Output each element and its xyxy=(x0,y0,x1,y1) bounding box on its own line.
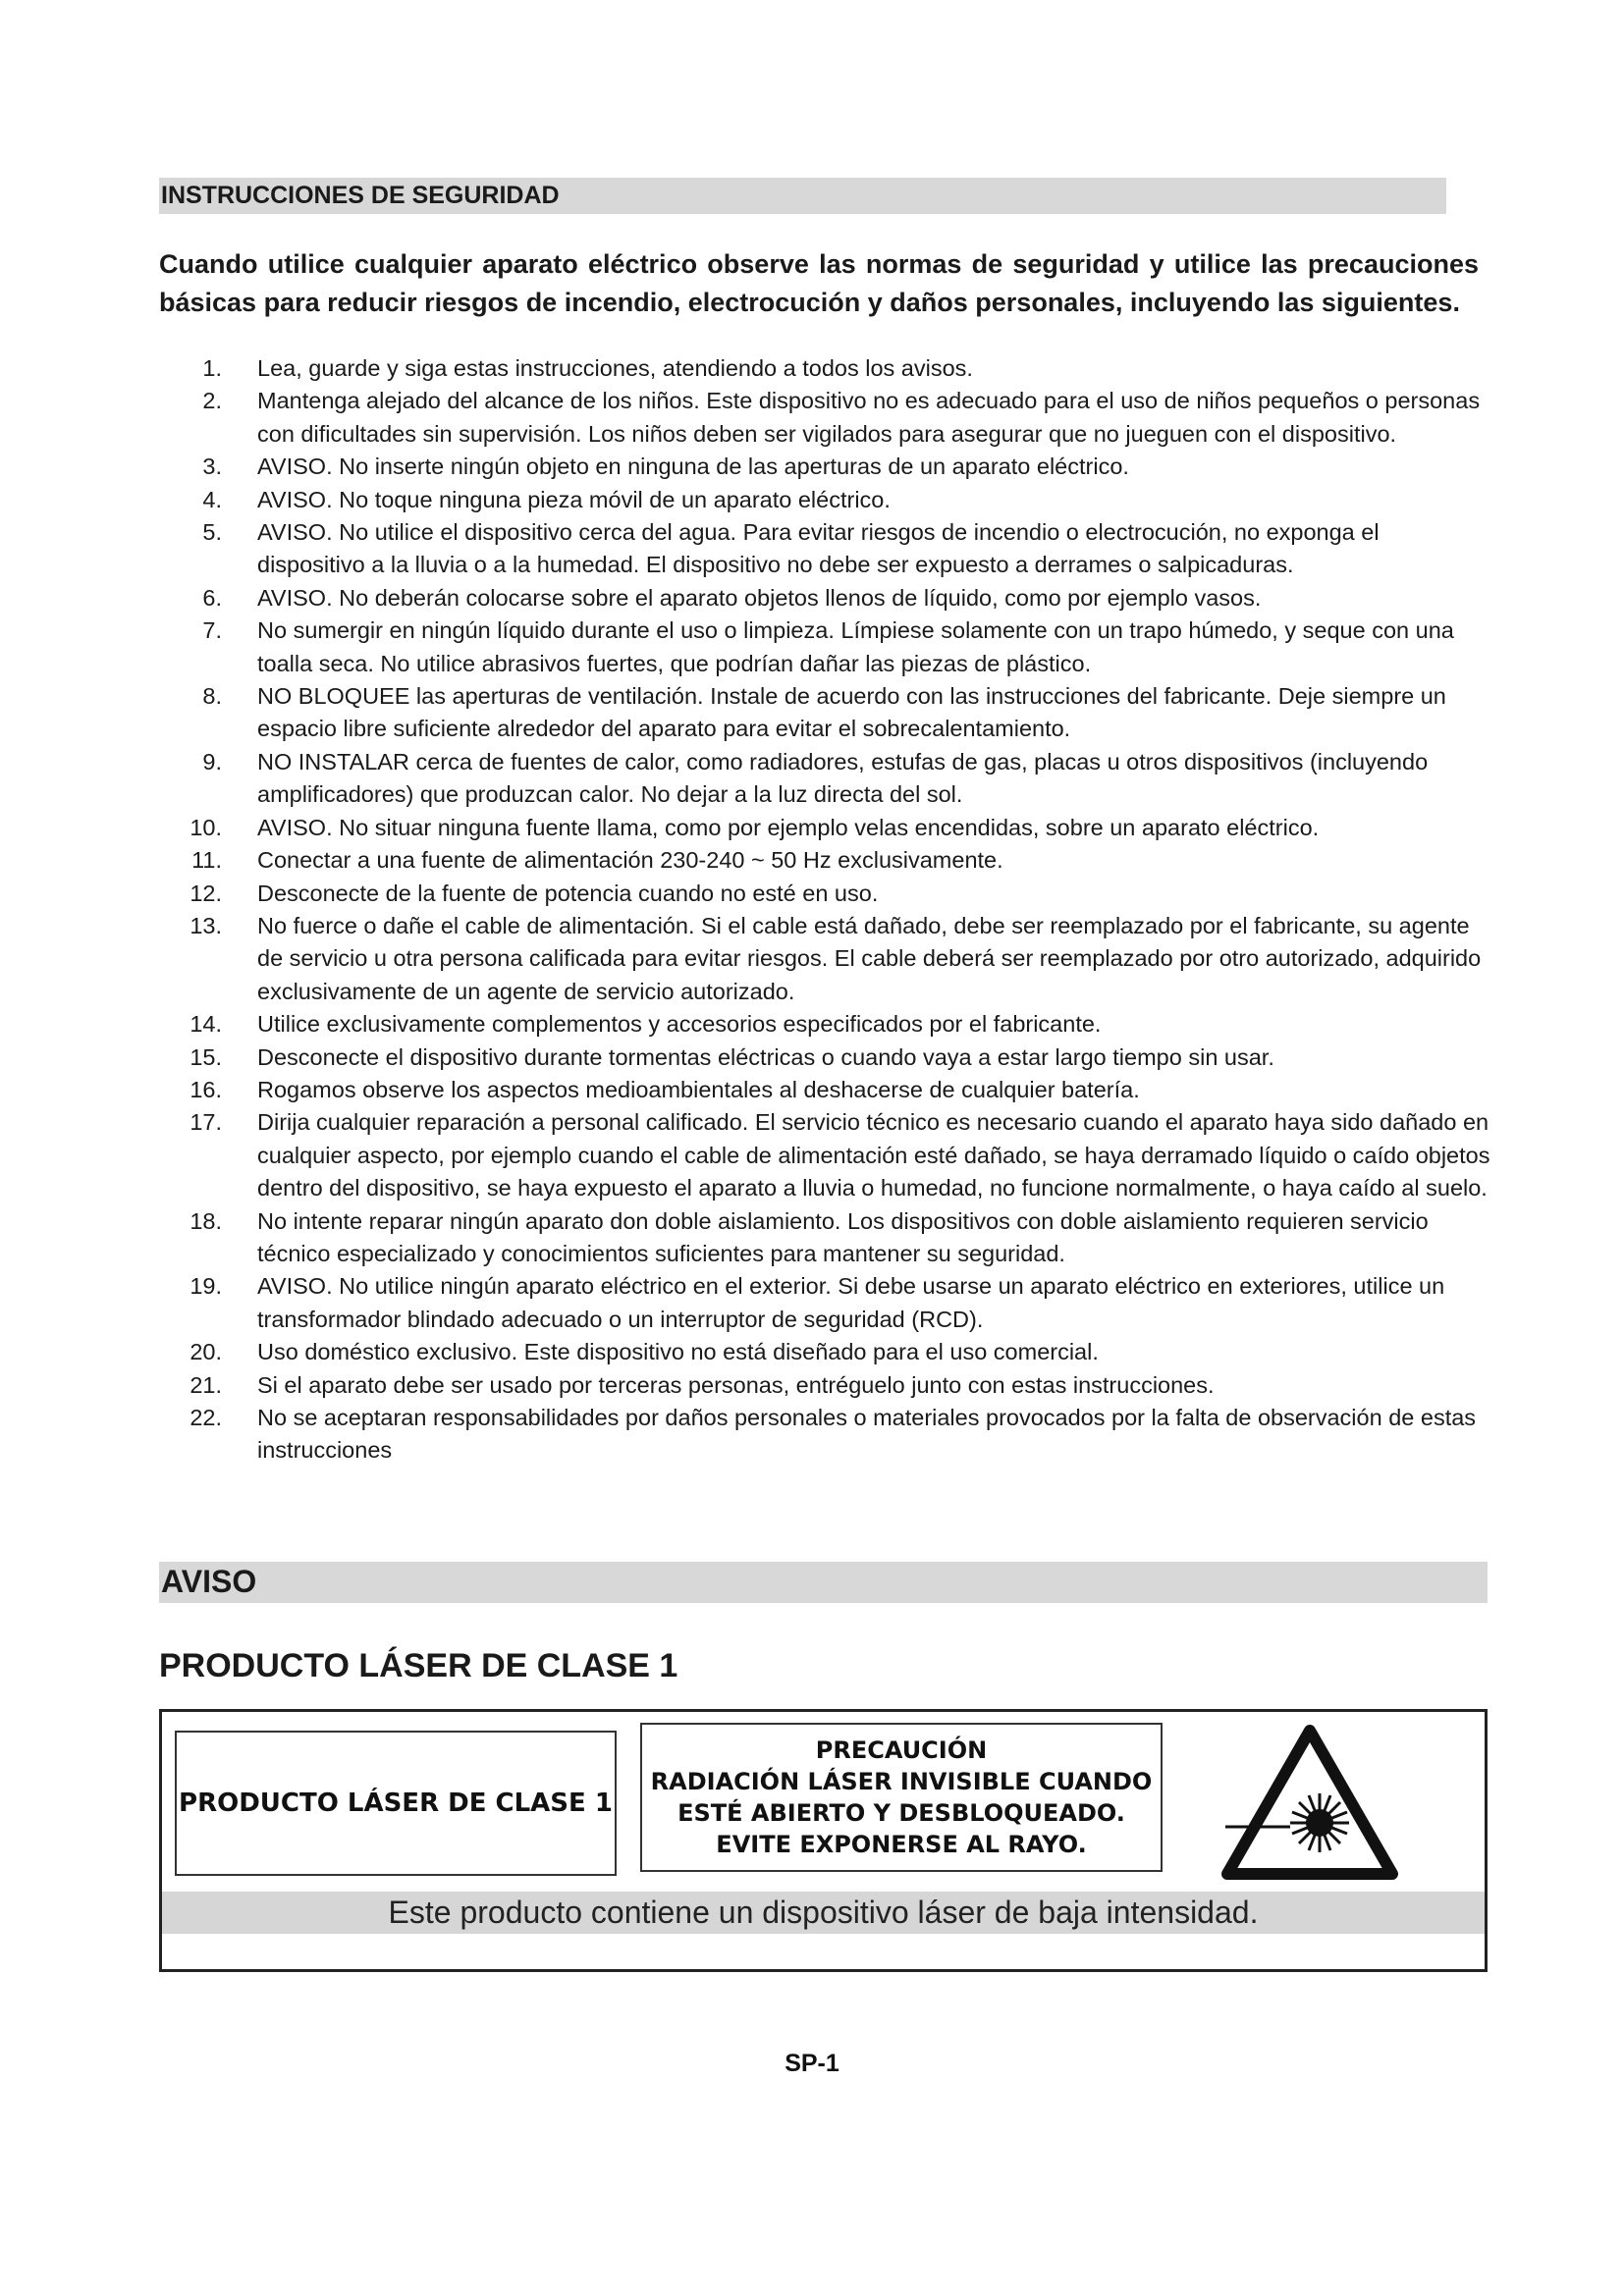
item-number: 13. xyxy=(189,912,222,938)
item-number: 4. xyxy=(202,486,222,512)
laser-class-label xyxy=(175,1731,617,1876)
section-title: AVISO xyxy=(161,1564,257,1599)
list-item xyxy=(187,516,1492,582)
item-text: Mantenga alejado del alcance de los niños. Este dispositivo no es adecuado para el uso de niños pequeños o personas con dificultades sin supervisión. Los niños deben ser vigilados para asegurar que no jueguen con el dispositivo. xyxy=(257,388,1481,447)
item-text: AVISO. No toque ninguna pieza móvil de un aparato eléctrico. xyxy=(257,486,891,512)
list-item xyxy=(187,1008,1492,1041)
list-item xyxy=(187,1074,1492,1106)
caution-line: ESTÉ ABIERTO Y DESBLOQUEADO. xyxy=(677,1799,1125,1827)
list-item xyxy=(187,1041,1492,1074)
item-number: 5. xyxy=(202,519,222,546)
list-item xyxy=(187,746,1492,812)
page-number: SP-1 xyxy=(785,2050,839,2077)
item-text: No se aceptaran responsabilidades por daños personales o materiales provocados por la falta de observación de estas instrucciones xyxy=(257,1405,1477,1464)
safety-instructions-list xyxy=(187,352,1492,1468)
list-item xyxy=(187,812,1492,844)
item-number: 15. xyxy=(189,1043,222,1070)
item-number: 7. xyxy=(202,617,222,644)
item-text: AVISO. No utilice el dispositivo cerca del agua. Para evitar riesgos de incendio o electrocución, no exponga el dispositivo a la lluvia o a la humedad. El dispositivo no debe ser expuesto a derrames o salpicaduras. xyxy=(257,519,1380,578)
list-item xyxy=(187,1402,1492,1468)
item-text: Lea, guarde y siga estas instrucciones, atendiendo a todos los avisos. xyxy=(257,355,973,381)
item-text: NO BLOQUEE las aperturas de ventilación. Instale de acuerdo con las instrucciones del fabricante. Deje siempre un espacio libre suficiente alrededor del aparato para evitar el sobrecalentamiento. xyxy=(257,683,1446,742)
item-number: 12. xyxy=(189,880,222,906)
item-number: 9. xyxy=(202,748,222,774)
item-text: NO INSTALAR cerca de fuentes de calor, como radiadores, estufas de gas, placas u otros dispositivos (incluyendo amplificadores) que produzcan calor. No dejar a la luz directa del sol. xyxy=(257,748,1429,808)
caution-line: RADIACIÓN LÁSER INVISIBLE CUANDO xyxy=(650,1768,1153,1795)
list-item xyxy=(187,451,1492,483)
item-text: Desconecte el dispositivo durante tormentas eléctricas o cuando vaya a estar largo tiempo sin usar. xyxy=(257,1043,1274,1070)
list-item xyxy=(187,1369,1492,1402)
item-text: Utilice exclusivamente complementos y accesorios especificados por el fabricante. xyxy=(257,1011,1102,1038)
item-number: 22. xyxy=(189,1405,222,1430)
list-item xyxy=(187,1336,1492,1368)
list-item xyxy=(187,1205,1492,1271)
item-number: 20. xyxy=(189,1339,222,1365)
item-number: 19. xyxy=(189,1273,222,1300)
item-text: No sumergir en ningún líquido durante el uso o limpieza. Límpiese solamente con un trapo húmedo, y seque con una toalla seca. No utilice abrasivos fuertes, que podrían dañar las piezas de plástico. xyxy=(257,617,1454,676)
item-number: 21. xyxy=(189,1371,222,1398)
item-number: 1. xyxy=(202,355,222,381)
item-text: Si el aparato debe ser usado por terceras personas, entréguelo junto con estas instrucciones. xyxy=(257,1371,1215,1398)
list-item xyxy=(187,352,1492,385)
list-item xyxy=(187,385,1492,451)
list-item xyxy=(187,1270,1492,1336)
laser-note-text: Este producto contiene un dispositivo láser de baja intensidad. xyxy=(388,1895,1259,1930)
list-item xyxy=(187,844,1492,877)
item-number: 10. xyxy=(189,814,222,840)
laser-class-heading: PRODUCTO LÁSER DE CLASE 1 xyxy=(159,1647,678,1684)
list-item xyxy=(187,910,1492,1008)
item-number: 3. xyxy=(202,454,222,480)
list-item xyxy=(187,614,1492,680)
section-header-aviso xyxy=(159,1562,1488,1603)
caution-line: EVITE EXPONERSE AL RAYO. xyxy=(716,1831,1087,1858)
laser-caution-label xyxy=(640,1723,1163,1872)
item-number: 17. xyxy=(189,1109,222,1136)
laser-note-bar xyxy=(162,1892,1485,1934)
item-number: 6. xyxy=(202,584,222,611)
item-text: Desconecte de la fuente de potencia cuando no esté en uso. xyxy=(257,880,879,906)
item-number: 18. xyxy=(189,1207,222,1234)
item-text: AVISO. No situar ninguna fuente llama, como por ejemplo velas encendidas, sobre un aparato eléctrico. xyxy=(257,814,1320,840)
intro-paragraph: Cuando utilice cualquier aparato eléctrico observe las normas de seguridad y utilice las precauciones básicas para reducir riesgos de incendio, electrocución y daños personales, incluyendo las siguientes. xyxy=(159,249,1479,317)
item-text: Conectar a una fuente de alimentación 230-240 ~ 50 Hz exclusivamente. xyxy=(257,847,1003,874)
item-text: AVISO. No utilice ningún aparato eléctrico en el exterior. Si debe usarse un aparato eléctrico en exteriores, utilice un transformador blindado adecuado o un interruptor de seguridad (RCD). xyxy=(257,1273,1445,1332)
item-text: Uso doméstico exclusivo. Este dispositivo no está diseñado para el uso comercial. xyxy=(257,1339,1099,1365)
item-number: 16. xyxy=(189,1076,222,1102)
item-text: No fuerce o dañe el cable de alimentación. Si el cable está dañado, debe ser reemplazado por el fabricante, su agente de servicio u otra persona calificada para evitar riesgos. El cable deberá ser reemplazado por otro autorizado, adquirido exclusivamente de un agente de servicio autorizado. xyxy=(257,912,1482,1004)
laser-class-label-text: PRODUCTO LÁSER DE CLASE 1 xyxy=(179,1789,613,1818)
laser-warning-icon xyxy=(1221,1725,1398,1882)
item-number: 11. xyxy=(191,847,222,874)
item-number: 2. xyxy=(202,388,222,414)
item-text: Dirija cualquier reparación a personal calificado. El servicio técnico es necesario cuando el aparato haya sido dañado en cualquier aspecto, por ejemplo cuando el cable de alimentación esté dañado, se haya derramado líquido o caído objetos dentro del dispositivo, se haya expuesto el aparato a lluvia o humedad, no funcione normalmente, o haya caído al suelo. xyxy=(257,1109,1490,1201)
list-item xyxy=(187,878,1492,910)
list-item xyxy=(187,1106,1492,1204)
item-number: 14. xyxy=(189,1011,222,1038)
section-header-safety xyxy=(159,178,1446,214)
list-item xyxy=(187,680,1492,746)
item-text: No intente reparar ningún aparato don doble aislamiento. Los dispositivos con doble aislamiento requieren servicio técnico especializado y conocimientos suficientes para mantener su seguridad. xyxy=(257,1207,1429,1266)
section-title: INSTRUCCIONES DE SEGURIDAD xyxy=(161,182,560,209)
list-item xyxy=(187,582,1492,614)
caution-line: PRECAUCIÓN xyxy=(815,1736,988,1764)
item-text: AVISO. No deberán colocarse sobre el aparato objetos llenos de líquido, como por ejemplo vasos. xyxy=(257,584,1262,611)
item-number: 8. xyxy=(202,683,222,710)
item-text: AVISO. No inserte ningún objeto en ninguna de las aperturas de un aparato eléctrico. xyxy=(257,454,1129,480)
item-text: Rogamos observe los aspectos medioambientales al deshacerse de cualquier batería. xyxy=(257,1076,1140,1102)
list-item xyxy=(187,484,1492,516)
